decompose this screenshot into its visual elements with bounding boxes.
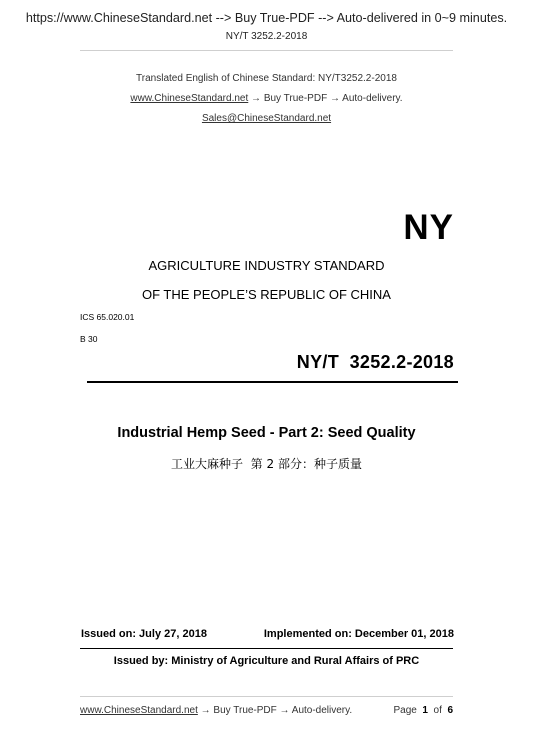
footer-divider bbox=[80, 696, 453, 697]
implemented-on-date: Implemented on: December 01, 2018 bbox=[263, 628, 454, 640]
agency-line-1: AGRICULTURE INDUSTRY STANDARD bbox=[148, 258, 385, 273]
email-line bbox=[0, 113, 533, 124]
issued-on-date: Issued on: July 27, 2018 bbox=[81, 628, 207, 640]
top-banner-text: https://www.ChineseStandard.net --> Buy True-PDF --> Auto-delivered in 0~9 minutes. bbox=[25, 11, 508, 25]
email-link[interactable]: Sales@ChineseStandard.net bbox=[201, 113, 332, 124]
page-indicator bbox=[393, 705, 453, 716]
standard-number: NY/T 3252.2-2018 bbox=[296, 352, 454, 372]
page-total: 6 bbox=[447, 705, 453, 716]
title-chinese: 工业大麻种子 第 2 部分：种子质量 bbox=[171, 457, 362, 471]
translation-delivery-line bbox=[0, 93, 533, 104]
title-english: Industrial Hemp Seed - Part 2: Seed Quality bbox=[117, 425, 416, 441]
dates-divider bbox=[80, 648, 453, 649]
page-current: 1 bbox=[422, 705, 428, 716]
title-divider bbox=[87, 381, 458, 383]
footer-link-line bbox=[80, 705, 352, 716]
footer-delivery-text: → Buy True-PDF → Auto-delivery. bbox=[197, 705, 353, 716]
site-link[interactable]: www.ChineseStandard.net bbox=[130, 93, 249, 104]
header-divider bbox=[80, 50, 453, 51]
agency-line-2: OF THE PEOPLE’S REPUBLIC OF CHINA bbox=[142, 287, 391, 302]
page-of: of bbox=[433, 705, 442, 716]
page-label: Page bbox=[393, 705, 417, 716]
footer-site-link[interactable]: www.ChineseStandard.net bbox=[80, 705, 198, 716]
delivery-text: → Buy True-PDF → Auto-delivery. bbox=[248, 93, 403, 104]
issuing-authority: Issued by: Ministry of Agriculture and Rural Affairs of PRC bbox=[113, 655, 420, 667]
industry-code: NY bbox=[403, 208, 454, 247]
header-standard-number: NY/T 3252.2-2018 bbox=[225, 31, 308, 42]
ics-code: ICS 65.020.01 bbox=[80, 312, 135, 322]
translation-notice: Translated English of Chinese Standard: NY/T3252.2-2018 bbox=[136, 73, 397, 84]
ccs-code: B 30 bbox=[80, 334, 98, 344]
